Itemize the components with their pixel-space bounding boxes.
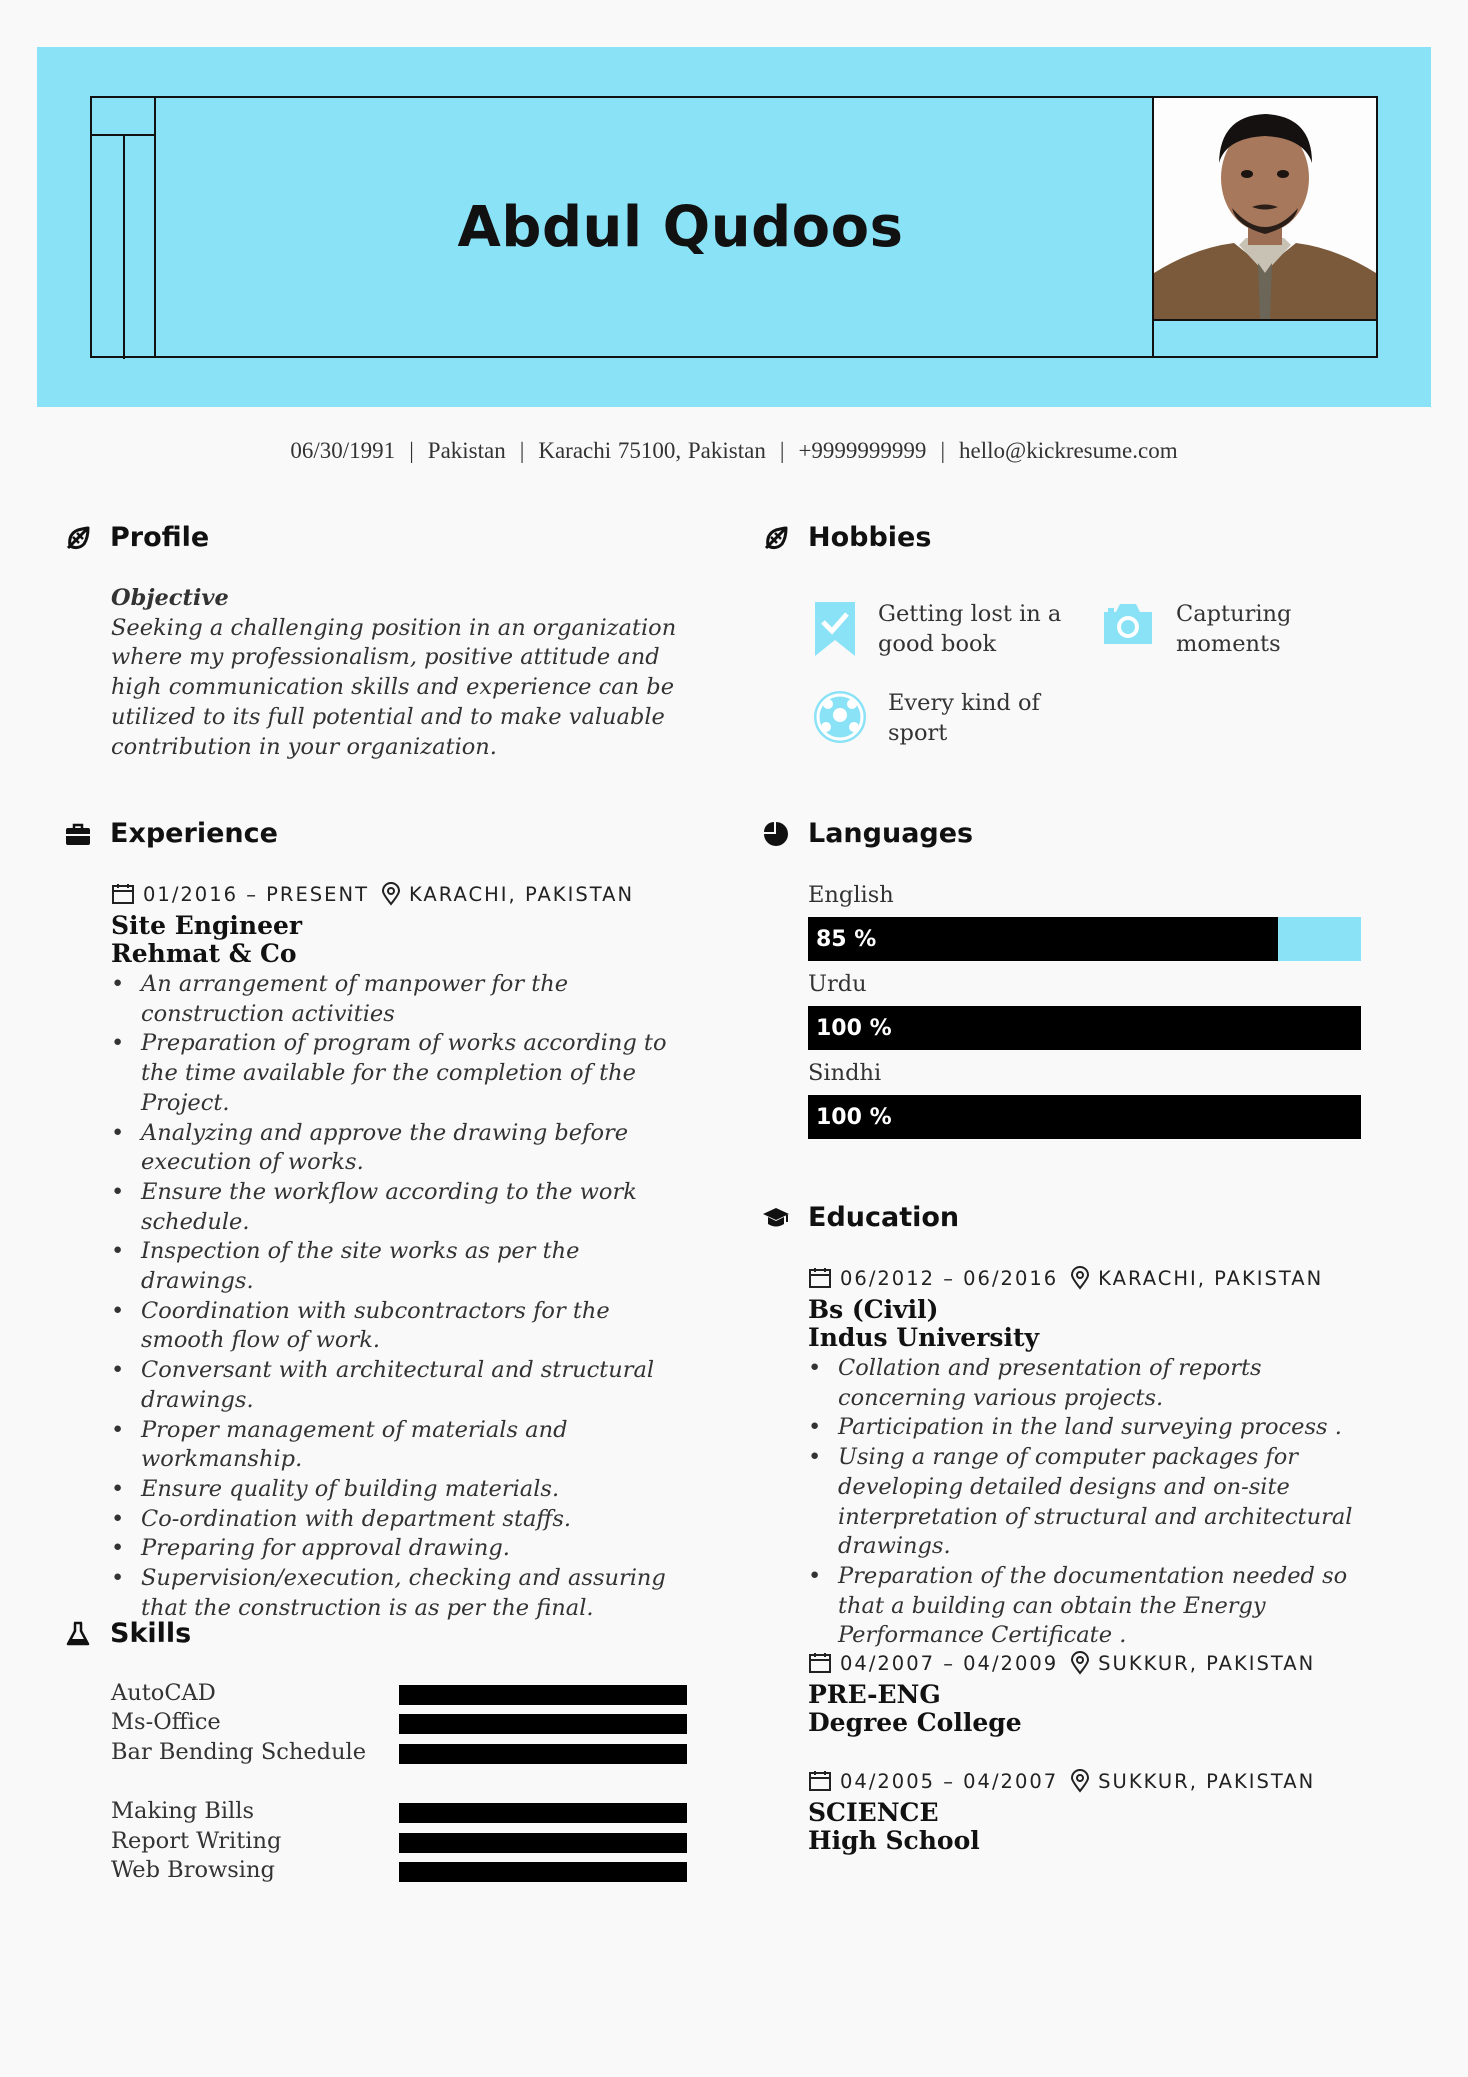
hobby-item <box>812 689 1072 748</box>
school-name: Indus University <box>808 1323 1040 1352</box>
hobby-item <box>812 600 1072 659</box>
hobby-label: Getting lost in a good book <box>878 601 1062 657</box>
experience-bullets <box>111 970 691 1623</box>
profile-content <box>111 584 691 762</box>
bookmark-check-icon <box>812 600 858 658</box>
list-item: • Coordination with subcontractors for the smooth flow of work. <box>111 1297 691 1356</box>
degree-name: PRE-ENG <box>808 1680 941 1709</box>
experience-entry <box>111 882 691 1623</box>
calendar-icon <box>111 882 135 906</box>
contact-line <box>0 438 1468 464</box>
education-meta <box>808 1651 1393 1675</box>
job-title: Site Engineer <box>111 911 303 940</box>
leaf-icon <box>64 524 92 552</box>
list-item: • Supervision/execution, checking and assuring that the construction is as per the final. <box>111 1564 691 1623</box>
education-entry <box>808 1266 1393 1651</box>
skill-bar <box>399 1833 687 1853</box>
language-level: 100 % <box>808 1006 1361 1050</box>
list-item: • Inspection of the site works as per the drawings. <box>111 1237 691 1296</box>
location-pin-icon <box>381 882 401 906</box>
list-item: • Preparing for approval drawing. <box>111 1534 691 1564</box>
language-bar <box>808 1006 1361 1050</box>
skill-level <box>399 1714 687 1734</box>
birth-date: 06/30/1991 <box>290 438 396 463</box>
separator: | <box>940 438 946 463</box>
list-item: • Proper management of materials and workmanship. <box>111 1416 691 1475</box>
profile-subtitle: Objective <box>111 585 229 611</box>
profile-text: Seeking a challenging position in an organization where my professionalism, positive attitude and high communication skills and experience can be utilized to its full potential and to make valuable contribution in your organization. <box>111 614 677 760</box>
candidate-name: Abdul Qudoos <box>457 194 904 260</box>
briefcase-icon <box>64 820 92 848</box>
language-bar <box>808 917 1361 961</box>
hobby-label: Capturing moments <box>1176 601 1292 657</box>
hobby-item <box>1100 600 1320 659</box>
degree-name: SCIENCE <box>808 1798 939 1827</box>
location-pin-icon <box>1070 1769 1090 1793</box>
phone-number[interactable]: +9999999999 <box>798 438 927 463</box>
experience-heading <box>64 818 278 849</box>
profile-photo <box>1154 98 1376 321</box>
company-name: Rehmat & Co <box>111 939 297 968</box>
calendar-icon <box>808 1651 832 1675</box>
degree-name: Bs (Civil) <box>808 1295 939 1324</box>
school-name: Degree College <box>808 1708 1022 1737</box>
experience-location: KARACHI, PAKISTAN <box>408 882 635 906</box>
skill-bar <box>399 1803 687 1823</box>
language-name: English <box>808 882 894 908</box>
list-item: • Analyzing and approve the drawing before execution of works. <box>111 1119 691 1178</box>
experience-meta <box>111 882 691 906</box>
education-heading <box>762 1202 959 1233</box>
profile-title: Profile <box>110 522 210 553</box>
skill-name: Bar Bending Schedule <box>111 1739 367 1765</box>
skills-title: Skills <box>110 1618 192 1649</box>
experience-date: 01/2016 – PRESENT <box>143 882 369 906</box>
leaf-icon <box>762 524 790 552</box>
education-meta <box>808 1266 1393 1290</box>
education-location: SUKKUR, PAKISTAN <box>1098 1651 1316 1675</box>
language-level: 85 % <box>808 917 1278 961</box>
skill-bar <box>399 1862 687 1882</box>
photo-box <box>1152 98 1376 356</box>
skill-bar <box>399 1714 687 1734</box>
frame-decoration <box>123 135 125 359</box>
camera-icon <box>1100 600 1156 648</box>
location-pin-icon <box>1070 1266 1090 1290</box>
separator: | <box>779 438 785 463</box>
list-item: • Ensure quality of building materials. <box>111 1475 691 1505</box>
language-name: Sindhi <box>808 1060 882 1086</box>
separator: | <box>409 438 414 463</box>
list-item: • Collation and presentation of reports concerning various projects. <box>808 1354 1393 1413</box>
hobbies-title: Hobbies <box>808 522 932 553</box>
skill-name: Web Browsing <box>111 1857 275 1883</box>
skill-level <box>399 1685 687 1705</box>
pie-chart-icon <box>762 820 790 848</box>
skill-level <box>399 1803 687 1823</box>
hobby-label: Every kind of sport <box>888 690 1040 746</box>
education-location: SUKKUR, PAKISTAN <box>1098 1769 1316 1793</box>
flask-icon <box>64 1620 92 1648</box>
education-meta <box>808 1769 1393 1793</box>
list-item: • Co-ordination with department staffs. <box>111 1505 691 1535</box>
education-date: 04/2007 – 04/2009 <box>840 1651 1059 1675</box>
skill-level <box>399 1862 687 1882</box>
education-date: 06/2012 – 06/2016 <box>840 1266 1059 1290</box>
education-entry <box>808 1651 1393 1737</box>
list-item: • Preparation of the documentation needed so that a building can obtain the Energy Performance Certificate . <box>808 1562 1393 1651</box>
skill-level <box>399 1833 687 1853</box>
list-item: • Preparation of program of works according to the time available for the completion of the Project. <box>111 1029 691 1118</box>
list-item: • Ensure the workflow according to the work schedule. <box>111 1178 691 1237</box>
header-frame <box>90 96 1378 358</box>
education-title: Education <box>808 1202 960 1233</box>
language-bar <box>808 1095 1361 1139</box>
graduation-cap-icon <box>762 1204 790 1232</box>
list-item: • Using a range of computer packages for developing detailed designs and on-site interpretation of structural and architectural drawings. <box>808 1443 1393 1562</box>
skill-bar <box>399 1685 687 1705</box>
calendar-icon <box>808 1266 832 1290</box>
skills-heading <box>64 1618 191 1649</box>
skill-name: Making Bills <box>111 1798 254 1824</box>
email-link[interactable]: hello@kickresume.com <box>959 438 1178 463</box>
education-date: 04/2005 – 04/2007 <box>840 1769 1059 1793</box>
languages-title: Languages <box>808 818 974 849</box>
soccer-ball-icon <box>812 689 868 745</box>
skill-name: Report Writing <box>111 1828 282 1854</box>
separator: | <box>519 438 525 463</box>
list-item: • An arrangement of manpower for the construction activities <box>111 970 691 1029</box>
education-entry <box>808 1769 1393 1855</box>
skill-name: Ms-Office <box>111 1709 221 1735</box>
skill-bar <box>399 1744 687 1764</box>
profile-heading <box>64 522 209 553</box>
language-name: Urdu <box>808 971 867 997</box>
education-bullets <box>808 1354 1393 1651</box>
skill-name: AutoCAD <box>111 1680 216 1706</box>
school-name: High School <box>808 1826 980 1855</box>
location-pin-icon <box>1070 1651 1090 1675</box>
header-banner <box>37 47 1431 407</box>
address: Karachi 75100, Pakistan <box>538 438 766 463</box>
list-item: • Participation in the land surveying process . <box>808 1413 1393 1443</box>
education-location: KARACHI, PAKISTAN <box>1098 1266 1324 1290</box>
skill-level <box>399 1744 687 1764</box>
languages-heading <box>762 818 973 849</box>
experience-title: Experience <box>110 818 278 849</box>
hobbies-heading <box>762 522 931 553</box>
country: Pakistan <box>427 438 506 463</box>
list-item: • Conversant with architectural and structural drawings. <box>111 1356 691 1415</box>
calendar-icon <box>808 1769 832 1793</box>
language-level: 100 % <box>808 1095 1361 1139</box>
